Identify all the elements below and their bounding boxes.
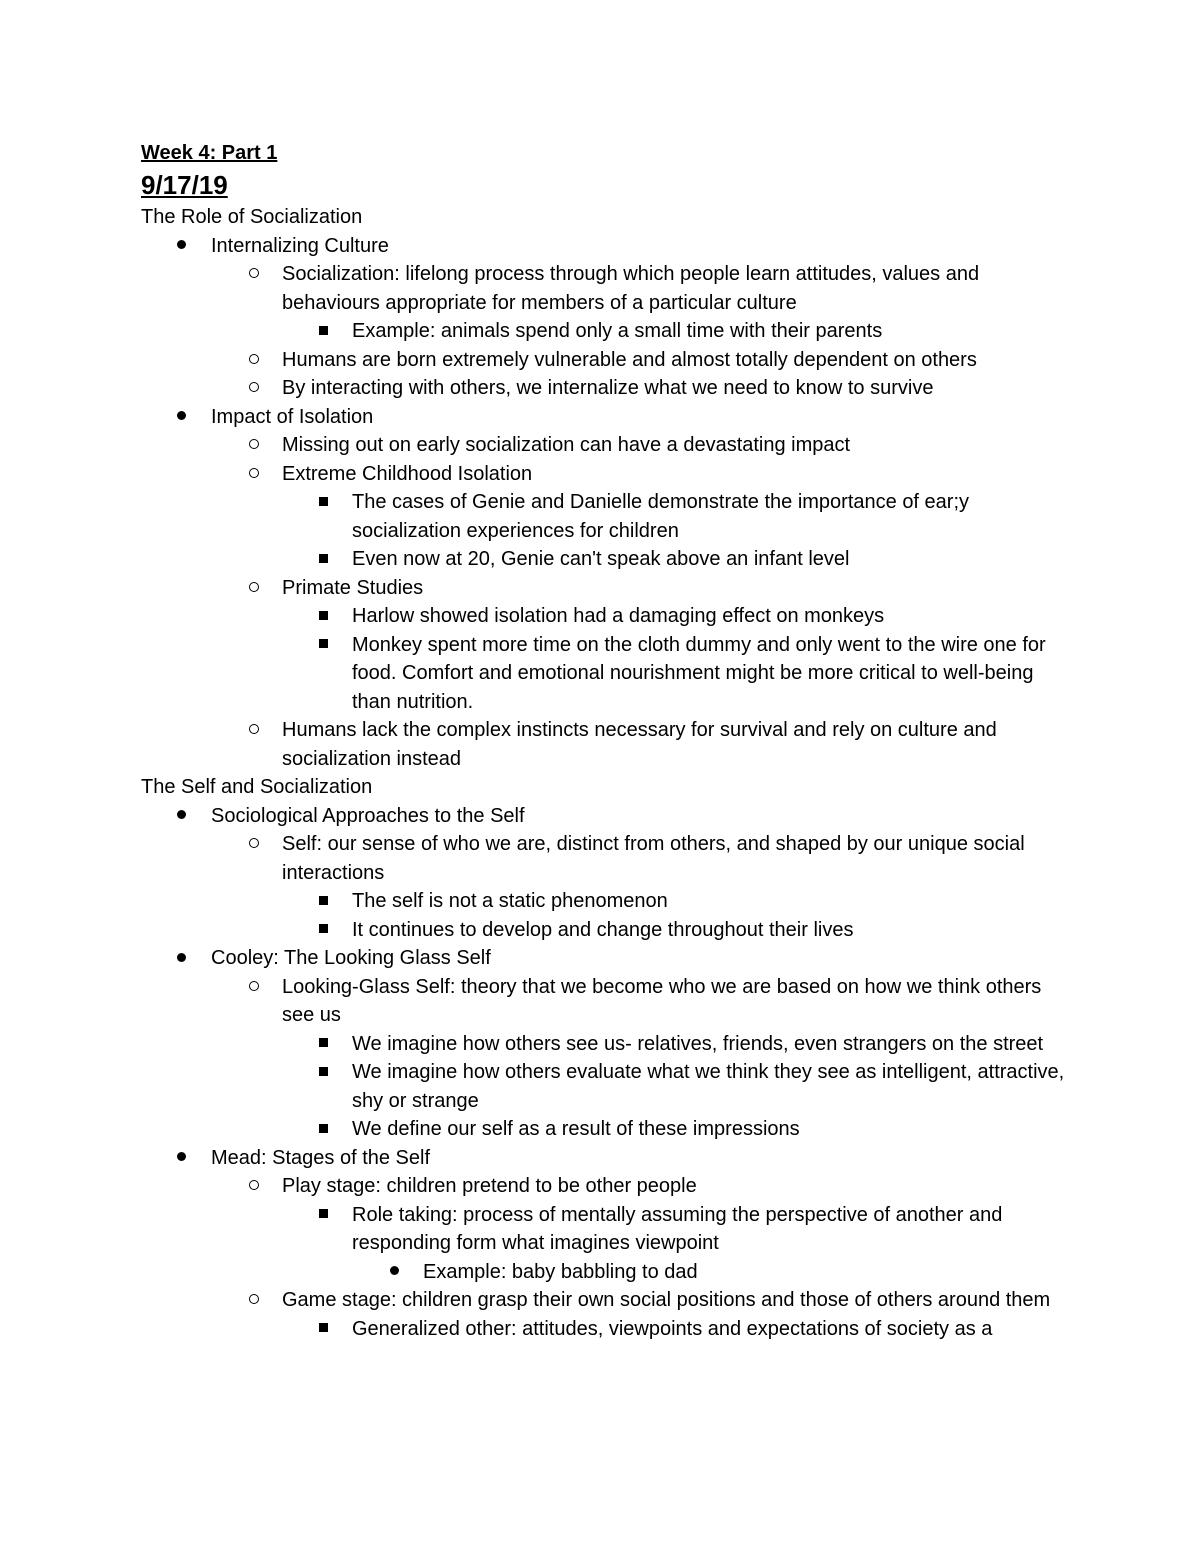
list-item-level-2 [141,1286,1071,1315]
list-item-text: Role taking: process of mentally assuming the perspective of another and responding form what imagines viewpoint [352,1203,1003,1254]
list-item-level-3 [141,602,1071,631]
list-item-text: Extreme Childhood Isolation [282,462,533,485]
hollow-circle-bullet-icon [244,716,264,745]
list-item-text: Game stage: children grasp their own social positions and those of others around them [282,1289,1051,1311]
list-item-text: Sociological Approaches to the Self [211,804,525,827]
square-bullet-icon [313,1201,333,1230]
list-item-level-3 [141,488,1071,545]
list-item-level-2 [141,973,1071,1030]
hollow-circle-bullet-icon [244,346,264,375]
filled-circle-bullet-icon [384,1258,404,1287]
list-item-level-1 [141,944,1071,973]
list-item-level-2 [141,830,1071,887]
hollow-circle-bullet-icon [244,260,264,289]
list-item-level-2 [141,346,1071,375]
list-item-text: Humans are born extremely vulnerable and almost totally dependent on others [282,348,977,371]
list-item-text: Self: our sense of who we are, distinct from others, and shaped by our unique social interactions [282,833,1025,884]
square-bullet-icon [313,1315,333,1344]
list-item-level-2 [141,431,1071,460]
list-item-level-3 [141,317,1071,346]
list-item-text: Looking-Glass Self: theory that we become who we are based on how we think others see us [282,975,1042,1026]
square-bullet-icon [313,1058,333,1087]
list-item-level-1 [141,1144,1071,1173]
hollow-circle-bullet-icon [244,460,264,489]
list-item-level-2 [141,260,1071,317]
list-item-text: The self is not a static phenomenon [352,890,668,912]
list-item-level-3 [141,887,1071,916]
hollow-circle-bullet-icon [244,1172,264,1201]
list-item-level-3 [141,916,1071,945]
square-bullet-icon [313,1030,333,1059]
list-item-level-3 [141,545,1071,574]
filled-circle-bullet-icon [171,232,191,261]
section-heading: The Role of Socialization [141,206,363,228]
list-item-level-1 [141,232,1071,261]
date-title: 9/17/19 [141,170,228,200]
square-bullet-icon [313,488,333,517]
list-item-text: It continues to develop and change throughout their lives [352,918,854,941]
notes-content [141,139,1071,1343]
list-item-level-3 [141,631,1071,717]
list-item-text: We define our self as a result of these impressions [352,1118,800,1140]
list-item-text: Monkey spent more time on the cloth dummy and only went to the wire one for food. Comfort and emotional nourishment might be more critical to well-being than nutrition. [352,633,1046,713]
hollow-circle-bullet-icon [244,574,264,603]
list-item-level-3 [141,1115,1071,1144]
list-item-text: Missing out on early socialization can have a devastating impact [282,434,851,456]
square-bullet-icon [313,1115,333,1144]
filled-circle-bullet-icon [171,944,191,973]
list-item-text: Harlow showed isolation had a damaging effect on monkeys [352,605,885,627]
list-item-level-3 [141,1030,1071,1059]
list-item-text: Internalizing Culture [211,234,389,257]
notes-sections [141,203,1071,1343]
list-item-level-2 [141,1172,1071,1201]
hollow-circle-bullet-icon [244,973,264,1002]
list-item-level-1 [141,802,1071,831]
square-bullet-icon [313,887,333,916]
square-bullet-icon [313,916,333,945]
list-item-text: Example: animals spend only a small time with their parents [352,320,883,342]
list-item-level-1 [141,403,1071,432]
list-item-level-4 [141,1258,1071,1287]
list-item-level-3 [141,1058,1071,1115]
list-item-text: Impact of Isolation [211,405,374,428]
filled-circle-bullet-icon [171,403,191,432]
hollow-circle-bullet-icon [244,830,264,859]
list-item-level-2 [141,374,1071,403]
filled-circle-bullet-icon [171,802,191,831]
list-item-text: Generalized other: attitudes, viewpoints and expectations of society as a [352,1317,993,1340]
square-bullet-icon [313,545,333,574]
section-heading: The Self and Socialization [141,776,373,798]
list-item-text: The cases of Genie and Danielle demonstrate the importance of ear;y socialization experiences for children [352,491,970,542]
list-item-level-2 [141,574,1071,603]
list-item-text: Humans lack the complex instincts necessary for survival and rely on culture and socialization instead [282,719,997,770]
list-item-text: Primate Studies [282,576,424,599]
list-item-level-2 [141,716,1071,773]
list-item-text: Socialization: lifelong process through which people learn attitudes, values and behaviours appropriate for members of a particular culture [282,263,980,314]
square-bullet-icon [313,631,333,660]
square-bullet-icon [313,317,333,346]
list-item-text: Play stage: children pretend to be other people [282,1175,697,1197]
hollow-circle-bullet-icon [244,374,264,403]
list-item-level-3 [141,1201,1071,1258]
hollow-circle-bullet-icon [244,1286,264,1315]
week-title: Week 4: Part 1 [141,142,278,164]
list-item-level-3 [141,1315,1071,1344]
list-item-text: We imagine how others see us- relatives, friends, even strangers on the street [352,1032,1044,1055]
list-item-text: Even now at 20, Genie can't speak above an infant level [352,548,850,570]
square-bullet-icon [313,602,333,631]
hollow-circle-bullet-icon [244,431,264,460]
list-item-text: Mead: Stages of the Self [211,1146,431,1169]
list-item-text: By interacting with others, we internalize what we need to know to survive [282,377,934,399]
list-item-level-2 [141,460,1071,489]
list-item-text: Example: baby babbling to dad [423,1260,698,1283]
filled-circle-bullet-icon [171,1144,191,1173]
list-item-text: Cooley: The Looking Glass Self [211,947,491,969]
list-item-text: We imagine how others evaluate what we think they see as intelligent, attractive, shy or strange [352,1061,1065,1112]
